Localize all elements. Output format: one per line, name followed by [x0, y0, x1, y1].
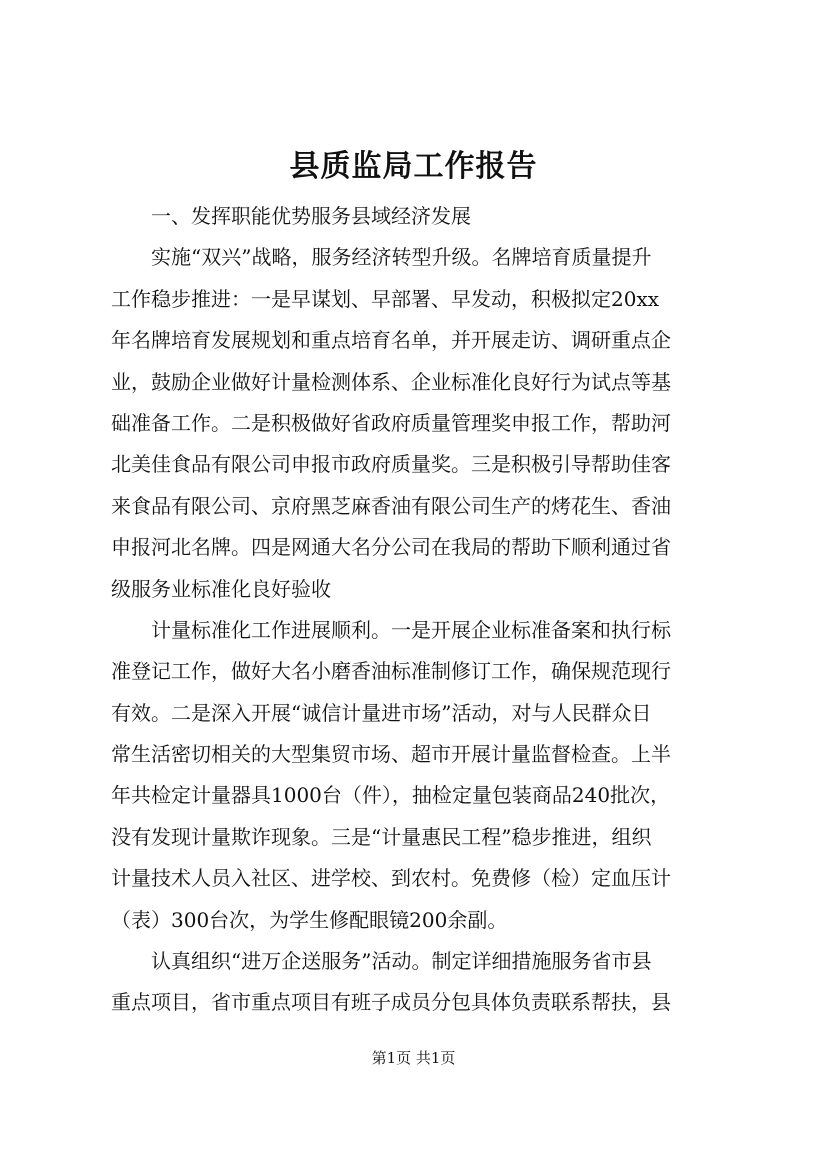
body-line: 工作稳步推进：一是早谋划、早部署、早发动，积极拟定20xx — [111, 286, 660, 311]
body-line: 础准备工作。二是积极做好省政府质量管理奖申报工作，帮助河 — [111, 410, 671, 435]
body-line: 年名牌培育发展规划和重点培育名单，并开展走访、调研重点企 — [111, 328, 671, 353]
body-line: 重点项目，省市重点项目有班子成员分包具体负责联系帮扶，县 — [111, 990, 671, 1015]
body-line: 常生活密切相关的大型集贸市场、超市开展计量监督检查。上半 — [111, 742, 671, 767]
body-line: 没有发现计量欺诈现象。三是“计量惠民工程”稳步推进，组织 — [111, 824, 652, 849]
body-line: 年共检定计量器具1000台（件），抽检定量包装商品240批次， — [111, 783, 671, 808]
body-line: （表）300台次，为学生修配眼镜200余副。 — [111, 907, 508, 932]
page-footer: 第1页 共1页 — [371, 1049, 456, 1067]
document-body — [111, 196, 723, 1024]
body-line: 准登记工作，做好大名小磨香油标准制修订工作，确保规范现行 — [111, 659, 671, 684]
body-line: 来食品有限公司、京府黑芝麻香油有限公司生产的烤花生、香油 — [111, 493, 671, 518]
body-line: 级服务业标准化良好验收 — [111, 576, 331, 601]
body-line: 北美佳食品有限公司申报市政府质量奖。三是积极引导帮助佳客 — [111, 452, 671, 477]
body-line: 计量标准化工作进展顺利。一是开展企业标准备案和执行标 — [111, 617, 671, 642]
body-line: 业，鼓励企业做好计量检测体系、企业标准化良好行为试点等基 — [111, 369, 671, 394]
body-line: 一、发挥职能优势服务县域经济发展 — [111, 204, 471, 228]
document-title: 县质监局工作报告 — [289, 149, 538, 184]
body-line: 认真组织“进万企送服务”活动。制定详细措施服务省市县 — [111, 949, 652, 974]
body-line: 申报河北名牌。四是网通大名分公司在我局的帮助下顺利通过省 — [111, 535, 671, 560]
body-line: 有效。二是深入开展“诚信计量进市场”活动，对与人民群众日 — [111, 700, 652, 725]
body-line: 计量技术人员入社区、进学校、到农村。免费修（检）定血压计 — [111, 866, 671, 891]
body-line: 实施“双兴”战略，服务经济转型升级。名牌培育质量提升 — [111, 245, 652, 270]
